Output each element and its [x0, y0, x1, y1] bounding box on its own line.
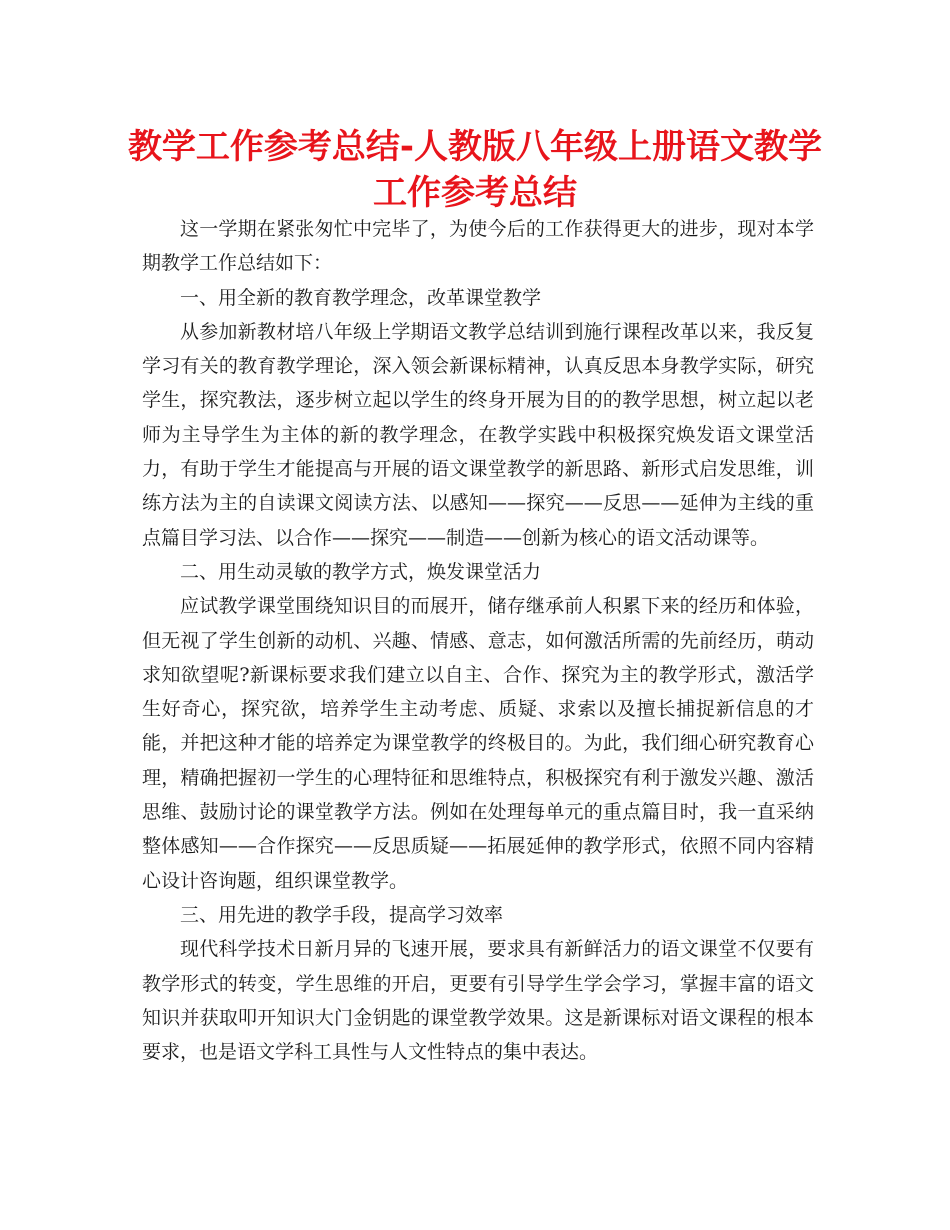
section-paragraph: 现代科学技术日新月异的飞速开展，要求具有新鲜活力的语文课堂不仅要有教学形式的转变，学生思维的开启，更要有引导学生学会学习，掌握丰富的语文知识并获取叩开知识大门金钥匙的课堂教学效果。这是新课标对语文课程的根本要求，也是语文学科工具性与人文性特点的集中表达。: [142, 938, 814, 1064]
section-paragraph: 应试教学课堂围绕知识目的而展开，储存继承前人积累下来的经历和体验，但无视了学生创新的动机、兴趣、情感、意志，如何激活所需的先前经历，萌动求知欲望呢?新课标要求我们建立以自主、合作、探究为主的教学形式，激活学生好奇心，探究欲，培养学生主动考虑、质疑、求索以及擅长捕捉新信息的才能，并把这种才能的培养定为课堂教学的终极目的。为此，我们细心研究教育心理，精确把握初一学生的心理特征和思维特点，积极探究有利于激发兴趣、激活思维、鼓励讨论的课堂教学方法。例如在处理每单元的重点篇目时，我一直采纳整体感知——合作探究——反思质疑——拓展延伸的教学形式，依照不同内容精心设计咨询题，组织课堂教学。: [142, 595, 814, 892]
section-heading: 二、用生动灵敏的教学方式，焕发课堂活力: [180, 560, 542, 583]
document-body: [142, 212, 814, 1069]
section-heading: 三、用先进的教学手段，提高学习效率: [180, 903, 504, 926]
intro-paragraph: 这一学期在紧张匆忙中完毕了，为使今后的工作获得更大的进步，现对本学期教学工作总结如下：: [142, 218, 814, 275]
document-title: 教学工作参考总结-人教版八年级上册语文教学工作参考总结: [127, 127, 823, 213]
section-heading: 一、用全新的教育教学理念，改革课堂教学: [180, 286, 542, 309]
section-paragraph: 从参加新教材培八年级上学期语文教学总结训到施行课程改革以来，我反复学习有关的教育教学理论，深入领会新课标精神，认真反思本身教学实际，研究学生，探究教法，逐步树立起以学生的终身开展为目的的教学思想，树立起以老师为主导学生为主体的新的教学理念，在教学实践中积极探究焕发语文课堂活力，有助于学生才能提高与开展的语文课堂教学的新思路、新形式启发思维，训练方法为主的自读课文阅读方法、以感知——探究——反思——延伸为主线的重点篇目学习法、以合作——探究——制造——创新为核心的语文活动课等。: [142, 320, 814, 549]
